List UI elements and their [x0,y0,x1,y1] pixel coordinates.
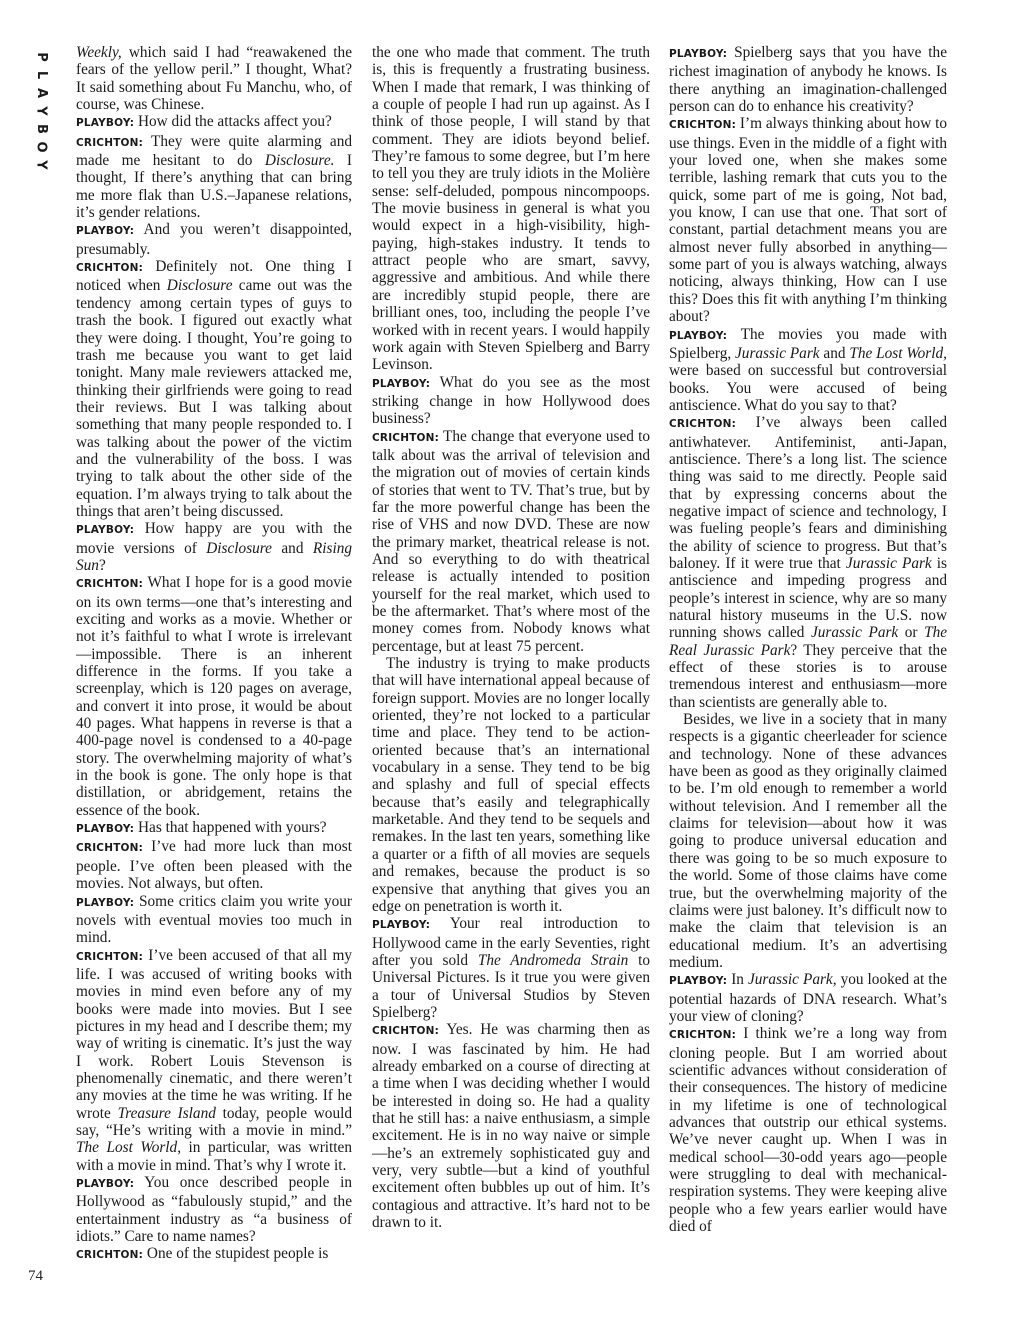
interview-paragraph [76,819,352,838]
speaker-label: CRICHTON: [372,431,440,444]
magazine-vertical-label [30,48,52,174]
text-run: I think we’re a long way from cloning people. But I am worried about scientific advances without consideration of their consequences. The history of medicine in my lifetime is one of technological advances that outstrip our ethical systems. We’ve never caught up. When I was in medical school—30-odd years ago—people were struggling to deal with mechanical-respiration systems. They were keeping alive people who a few years earlier would have died of [669,1025,947,1236]
interview-paragraph [372,428,650,655]
interview-paragraph [76,838,352,892]
text-run: How happy are you with the movie versions of [76,520,352,557]
italic-title: Disclosure [166,277,233,295]
interview-paragraph [669,971,947,1025]
speaker-label: CRICHTON: [76,950,144,963]
italic-title: Jurassic Park, [747,971,837,989]
text-run: How did the attacks affect you? [134,113,332,131]
interview-paragraph [669,711,947,971]
text-run: Definitely not. One thing I noticed when [76,258,352,295]
interview-paragraph [669,115,947,325]
text-run: came out was the tendency among certain types of guys to trash the book. I figured out exactly what they were doing. I thought, You’re going to trash me because you want to get laid tonight. Many male reviewers attacked me, thinking their girlfriends were going to read their reviews. But I was talking about something that many people responded to. I was talking about the power of the victim and the vulnerability of the boss. I was trying to talk about the other side of the equation. I’m always trying to talk about the things that aren’t being discussed. [76,277,352,520]
interview-paragraph [76,113,352,132]
speaker-label: CRICHTON: [76,578,144,591]
text-run: the one who made that comment. The truth is, this is frequently a frustrating business. When I made that remark, I was thinking of a couple of people I had run up against. As I think of those people, I will stand by that comment. They are idiots beyond belief. They’re famous to some degree, but I’m here to tell you they are truly idiots in the Molière sense: self-deluded, pompous nincompoops. The movie business in general is what you would expect in a high-visibility, high-paying, high-stakes industry. It tends to attract people who are smart, savvy, aggressive and ambitious. And while there are incredibly stupid people, there are brilliant ones, too, including the people I’ve worked with in recent years. I would happily work again with Steven Spielberg and Barry Levinson. [372,44,650,374]
text-run: and [271,539,313,557]
speaker-label: PLAYBOY: [669,975,728,988]
italic-title: Weekly, [76,44,122,61]
interview-paragraph [669,1025,947,1235]
text-run: One of the stupidest people is [143,1245,329,1263]
label-letter: Y [33,160,49,170]
text-run: were based on successful but controversial books. You were accused of being antiscience. What do you say to that? [669,362,947,414]
label-letter: P [34,52,49,62]
text-run: Spielberg says that you have the richest imagination of anybody he knows. Is there anything an imagination-challenged person can do to enhance his creativity? [669,44,947,116]
text-run: in particular, was written with a movie in mind. That’s why I wrote it. [76,1139,352,1174]
text-run: I’ve had more luck than most people. I’ve often been pleased with the movies. Not always, but often. [76,838,352,893]
italic-title: Jurassic Park [810,624,899,642]
interview-paragraph [76,1245,352,1264]
text-run: you looked at the potential hazards of DNA research. What’s your view of cloning? [669,971,947,1025]
speaker-label: CRICHTON: [76,842,144,855]
speaker-label: PLAYBOY: [76,1178,135,1190]
speaker-label: PLAYBOY: [669,48,728,60]
label-letter: A [34,87,49,99]
italic-title: Jurassic Park [735,344,820,362]
interview-paragraph [669,44,947,115]
text-run: ? They perceive that the effect of these stories is to arouse tremendous interest and enthusiasm—more than scientists are generally able to. [669,641,947,711]
page-number: 74 [28,1268,43,1284]
interview-paragraph [76,520,352,574]
interview-paragraph [76,1174,352,1245]
text-run: The industry is trying to make products that will have international appeal because of foreign support. Movies are no longer locally oriented, they’re not locked to a particular time and place. They tend to be action-oriented because that’s an international vocabulary in a sense. They tend to be big and splashy and full of special effects because that’s easily and telegraphically marketable. And they tend to be sequels and remakes. In the last ten years, something like a quarter or a fifth of all movies are sequels and remakes, because the product is so expensive that anything that gives you an edge on penetration is worth it. [372,655,650,915]
speaker-label: PLAYBOY: [76,225,135,238]
text-run: Besides, we live in a society that in many respects is a gigantic cheerleader for science and technology. None of these advances have been as good as they originally claimed to be. I’m old enough to remember a world without television. And I remember all the claims for television—about how it was going to produce universal education and there was going to be so much exposure to the world. Some of those claims have come true, but the overwhelming majority of the claims were just baloney. It’s difficult now to make the claim that television is an educational medium. It’s an advertising medium. [669,711,947,971]
interview-paragraph [76,574,352,819]
text-run: Yes. He was charming then as now. I was fascinated by him. He had already embarked on a course of directing at a time when I was deciding whether I would be interested in doing so. He had a quality that he still has: a naive enthusiasm, a simple excitement. He is in no way naive or simple—he’s an extremely sophisticated guy and very, very subtle—but a kind of youthful excitement often bubbles up out of him. It’s contagious and attractive. It’s hard not to be drawn to it. [372,1021,650,1232]
text-run: to Universal Pictures. Is it true you were given a tour of Universal Studios by Steven Spielberg? [372,951,650,1021]
interview-paragraph [372,374,650,428]
text-run: The change that everyone used to talk about was the arrival of television and the migration out of movies of certain kinds of stories that went to TV. That’s true, but by far the more powerful change has been the rise of VHS and now DVD. These are now the primary market, theatrical release is not. And so everything to do with theatrical release is actually intended to position yourself for the real market, which used to be the aftermarket. That’s where most of the money comes from. Nobody knows what percentage, but at least 75 percent. [372,427,650,655]
text-run: I thought, If there’s anything that can bring me more flak than U.S.–Japanese relations, it’s gender relations. [76,152,352,222]
interview-paragraph [669,414,947,711]
text-run: I’m always thinking about how to use things. Even in the middle of a fight with your loved one, when she makes some terrible, lashing remark that cuts you to the quick, some part of me is going, Not bad, you know, I can use that one. That sort of constant, partial detachment means you are almost never fully absorbed in anything—some part of you is always watching, always noticing, always thinking, How can I use this? Does this fit with anything I’m thinking about? [669,115,947,326]
text-run: Has that happened with yours? [134,819,327,837]
speaker-label: PLAYBOY: [76,117,135,130]
speaker-label: PLAYBOY: [76,524,135,537]
text-run: In [727,971,748,989]
text-run: and [819,344,850,362]
interview-paragraph [669,326,947,415]
text-run: What I hope for is a good movie on its own terms—one that’s interesting and exciting and works as a movie. Whether or not it’s faithful to what I wrote is irrelevant—impossible. There is an inherent difference in the forms. If you take a screenplay, which is 120 pages on average, and convert it into prose, it would be about 40 pages. What happens in reverse is that a 400-page novel is condensed to a 40-page story. The overwhelming majority of what’s in the book is gone. The only hope is that distillation, or abridgement, retains the essence of the book. [76,574,352,819]
italic-title: The Lost World, [849,344,947,362]
interview-paragraph [372,1021,650,1231]
interview-paragraph [76,221,352,258]
interview-paragraph [76,893,352,947]
interview-paragraph [76,133,352,222]
italic-title: Jurassic Park [845,554,932,572]
text-run: Your real introduction to Hollywood came in the early Seventies, right after you sold [372,915,650,969]
label-letter: B [33,124,49,134]
interview-paragraph [372,655,650,915]
label-letter: O [34,141,49,153]
speaker-label: PLAYBOY: [76,823,135,836]
text-run: today, people would say, “He’s writing with a movie in mind.” [76,1104,352,1139]
text-run: They were quite alarming and made me hesitant to do [76,132,352,170]
text-run: I’ve been accused of that all my life. I was accused of writing books with movies in mind even before any of my books were made into movies. But I see pictures in my head and I describe them; my way of writing is cinematic. It’s just the way I work. Robert Louis Stevenson is phenomenally cinematic, and there weren’t any movies at the time he was writing. If he wrote [76,946,352,1122]
text-run: What do you see as the most striking change in how Hollywood does business? [372,373,650,428]
text-run: The movies you made with Spielberg, [669,325,947,362]
interview-paragraph [76,947,352,1174]
text-run: You once described people in Hollywood as “fabulously stupid,” and the entertainment industry as “a business of idiots.” Care to name names? [76,1174,352,1246]
text-column-3 [669,44,947,1300]
text-run: Some critics claim you write your novels with eventual movies too much in mind. [76,892,352,947]
italic-title: Disclosure [206,539,272,557]
speaker-label: PLAYBOY: [76,896,135,909]
text-column-2 [372,44,650,1300]
interview-paragraph [372,44,650,374]
speaker-label: CRICHTON: [76,262,144,275]
speaker-label: CRICHTON: [669,1029,737,1042]
text-run: which said I had “reawakened the fears of the yellow peril.” I thought, What? It said something about Fu Manchu, who, of course, was Chinese. [76,44,352,114]
italic-title: Treasure Island [117,1104,216,1122]
italic-title: The Andromeda Strain [477,951,629,969]
text-column-1 [76,44,352,1300]
speaker-label: PLAYBOY: [372,919,431,932]
text-run: or [898,624,925,642]
speaker-label: PLAYBOY: [372,377,431,390]
speaker-label: CRICHTON: [76,136,144,149]
label-letter: Y [33,106,49,116]
text-run: And you weren’t disappointed, presumably. [76,221,352,258]
italic-title: Disclosure. [264,152,335,170]
italic-title: Rising Sun [76,539,352,574]
label-letter: L [33,70,49,80]
italic-title: The Real Jurassic Park [669,624,947,659]
interview-paragraph [76,44,352,113]
speaker-label: CRICHTON: [76,1249,144,1262]
text-run: ? [98,556,106,574]
speaker-label: CRICHTON: [372,1025,440,1038]
text-run: I’ve always been called antiwhatever. Antifeminist, anti-Japan, antiscience. There’s a long list. The science thing was said to me directly. People said that by expressing concerns about the negative impact of science and technology, I was fueling people’s fears and diminishing the ability of science to progress. But that’s baloney. If it were true that [669,414,947,572]
text-run: is antiscience and impeding progress and people’s interest in science, why are so many natural history museums in the U.S. now running shows called [669,554,947,642]
speaker-label: CRICHTON: [669,418,737,431]
speaker-label: CRICHTON: [669,119,737,132]
italic-title: The Lost World, [76,1139,182,1157]
interview-paragraph [372,915,650,1021]
speaker-label: PLAYBOY: [669,329,728,342]
interview-paragraph [76,258,352,520]
